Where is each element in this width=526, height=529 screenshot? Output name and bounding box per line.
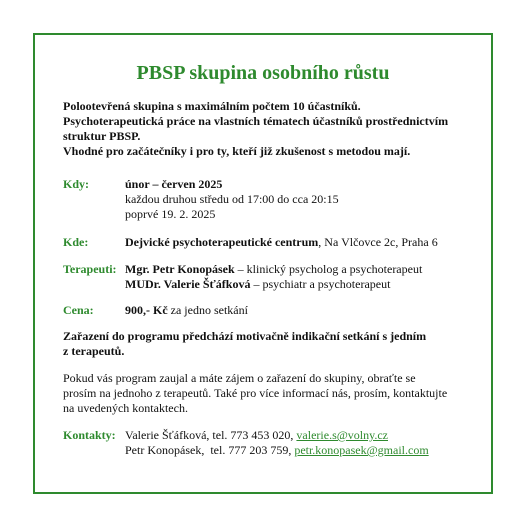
- intro-line: Polootevřená skupina s maximálním počtem 10 účastníků.: [63, 99, 361, 113]
- kontakt-text: Petr Konopásek, tel. 777 203 759,: [125, 443, 295, 457]
- motivacni-paragraph: [63, 329, 463, 359]
- info-line: na uvedených kontaktech.: [63, 401, 188, 415]
- intro-line: Vhodné pro začátečníky i pro ty, kteří již zkušenost s metodou mají.: [63, 144, 411, 158]
- kde-value: [125, 235, 438, 250]
- intro-line: Psychoterapeutická práce na vlastních tématech účastníků prostřednictvím: [63, 114, 449, 128]
- terapeut-item: [125, 262, 422, 277]
- kdy-dates: únor – červen 2025: [125, 177, 223, 191]
- intro-paragraph: [63, 99, 463, 159]
- kontakt-text: Valerie Šťáfková, tel. 773 453 020,: [125, 428, 297, 442]
- kde-label: Kde:: [63, 235, 89, 249]
- kontakty-label: Kontakty:: [63, 428, 116, 442]
- cena-value: [125, 303, 248, 318]
- kde-address: , Na Vlčovce 2c, Praha 6: [318, 235, 438, 249]
- kdy-value: [125, 177, 339, 222]
- cena-price: 900,- Kč: [125, 303, 168, 317]
- info-paragraph: [63, 371, 483, 416]
- terapeut-name: Mgr. Petr Konopásek: [125, 262, 235, 276]
- kdy-schedule: každou druhou středu od 17:00 do cca 20:15: [125, 192, 339, 206]
- cena-note: za jedno setkání: [167, 303, 248, 317]
- info-line: Pokud vás program zaujal a máte zájem o zařazení do skupiny, obraťte se: [63, 371, 416, 385]
- email-link[interactable]: valerie.s@volny.cz: [296, 428, 388, 442]
- kdy-label: Kdy:: [63, 177, 90, 191]
- kde-place: Dejvické psychoterapeutické centrum: [125, 235, 319, 249]
- kontakt-item: [125, 443, 429, 458]
- terapeuti-value: [125, 262, 422, 292]
- terapeut-role: – psychiatr a psychoterapeut: [250, 277, 391, 291]
- email-link[interactable]: petr.konopasek@gmail.com: [294, 443, 429, 457]
- motivacni-line: z terapeutů.: [63, 344, 125, 358]
- page-title: PBSP skupina osobního růstu: [136, 62, 390, 84]
- cena-label: Cena:: [63, 303, 94, 317]
- info-line: prosím na jednoho z terapeutů. Také pro více informací nás, prosím, kontaktujte: [63, 386, 448, 400]
- intro-line: struktur PBSP.: [63, 129, 141, 143]
- terapeut-name: MUDr. Valerie Šťáfková: [125, 277, 251, 291]
- terapeuti-label: Terapeuti:: [63, 262, 117, 276]
- kontakty-value: [125, 428, 429, 458]
- kontakt-item: [125, 428, 429, 443]
- terapeut-role: – klinický psycholog a psychoterapeut: [234, 262, 423, 276]
- motivacni-line: Zařazení do programu předchází motivačně indikační setkání s jedním: [63, 329, 427, 343]
- terapeut-item: [125, 277, 422, 292]
- kdy-first: poprvé 19. 2. 2025: [125, 207, 216, 221]
